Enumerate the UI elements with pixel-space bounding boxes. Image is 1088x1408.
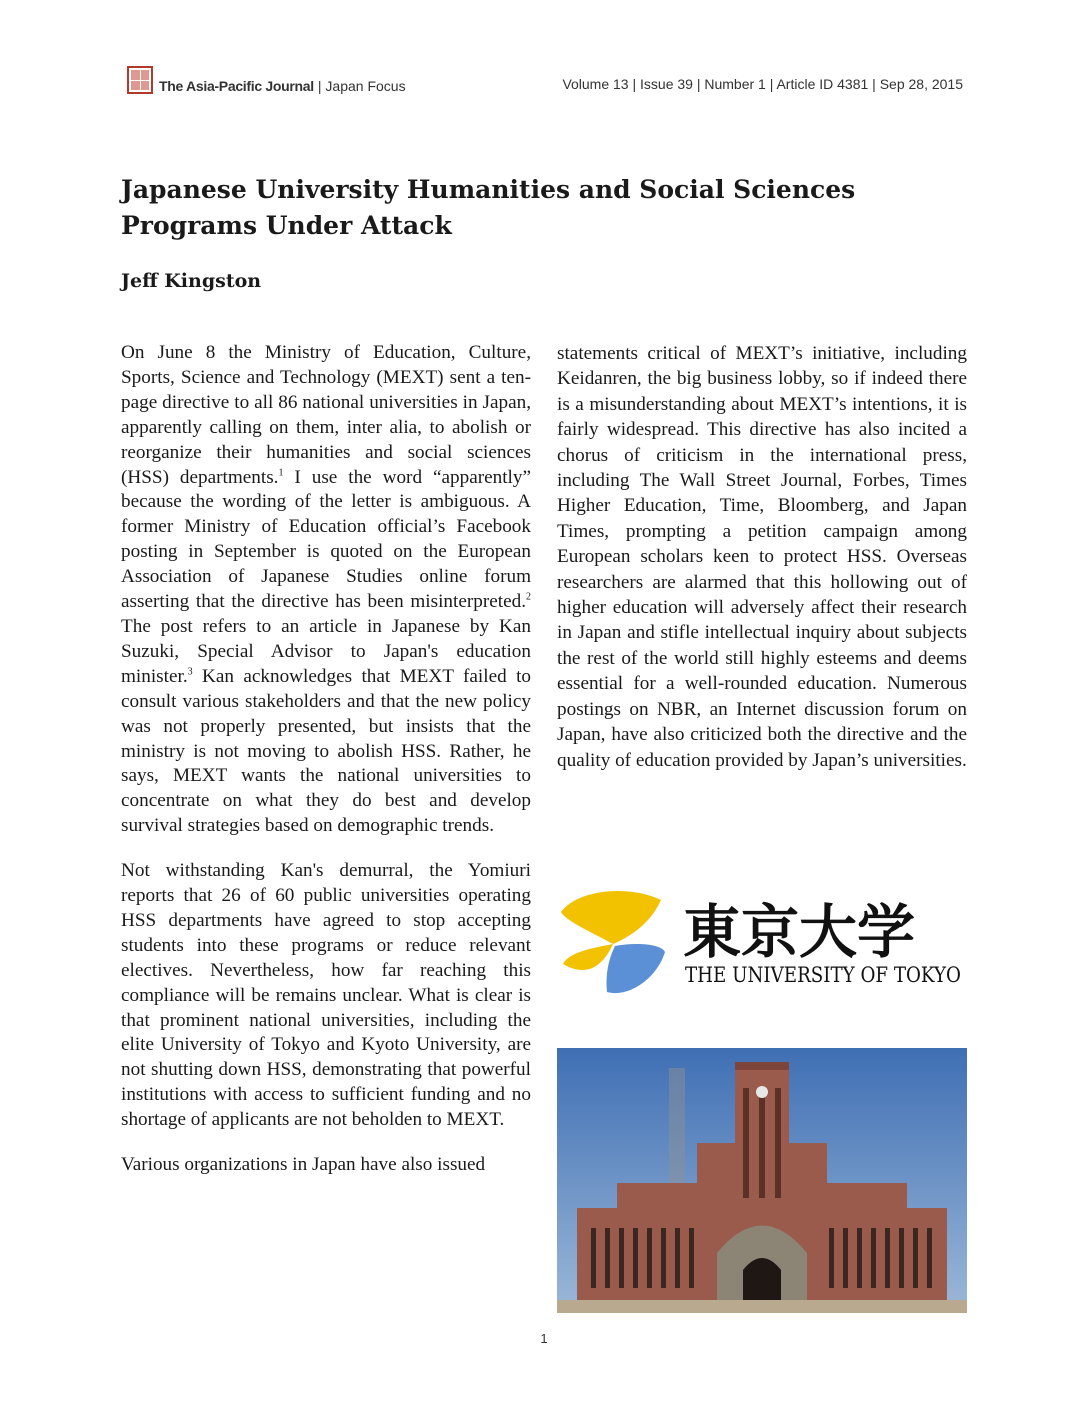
paragraph-1: On June 8 the Ministry of Education, Culture, Sports, Science and Technology (MEXT) sent a ten-page directive to all 86 national universities in Japan, apparently calling on them, inter alia, to abolish or reorganize their humanities and social sciences (HSS) departments.$^1$ I use the word “apparently” because the wording of the letter is ambiguous. A former Ministry of Education official’s Facebook posting in September is quoted on the European Association of Japanese Studies online forum asserting that the directive has been misinterpreted.$^2$ The post refers to an article in Japanese by Kan Suzuki, Special Advisor to Japan's education minister.$^3$ Kan acknowledges that MEXT failed to consult various stakeholders and that the new policy was not properly presented, but insists that the ministry is not moving to abolish HSS. Rather, he says, MEXT wants the national universities to concentrate on what they do best and develop survival strategies based on demographic trends. [121,342,531,837]
page-number: 1 [540,1331,548,1346]
footnote-ref-3[interactable]: 3 [187,666,193,678]
logo-kanji: 東京大学 [683,898,916,966]
body-column-left [121,341,531,1198]
footnote-ref-2[interactable]: 2 [526,591,531,603]
body-column-right [557,341,967,793]
university-of-tokyo-logo [557,882,967,1002]
paragraph-3-continued: statements critical of MEXT’s initiative, including Keidanren, the big business lobby, so if indeed there is a misunderstanding about MEXT’s intentions, it is fairly widespread. This directive has also incited a chorus of criticism in the international press, including The Wall Street Journal, Forbes, Times Higher Education, Time, Bloomberg, and Japan Times, prompting a petition campaign among European scholars keen to protect HSS. Overseas researchers are alarmed that this hollowing out of higher education will adversely affect their research in Japan and stifle intellectual inquiry about subjects the rest of the world still highly esteems and deems essential for a well-rounded education. Numerous postings on NBR, an Internet discussion forum on Japan, have also criticized both the directive and the quality of education provided by Japan’s universities. [557,343,967,771]
ginkgo-leaf-icon [561,891,665,993]
clock-face [756,1086,768,1098]
paragraph-2: Not withstanding Kan's demurral, the Yomiuri reports that 26 of 60 public universities operating HSS departments have agreed to stop accepting students into these programs or reduce relevant electives. Nevertheless, how far reaching this compliance will be remains unclear. What is clear is that prominent national universities, including the elite University of Tokyo and Kyoto University, are not shutting down HSS, demonstrating that powerful institutions with access to sufficient funding and no shortage of applicants are not beholden to MEXT. [121,860,531,1131]
paragraph-3: Various organizations in Japan have also issued [121,1154,486,1176]
journal-subtitle: | Japan Focus [317,78,406,94]
article-metadata: Volume 13 | Issue 39 | Number 1 | Article ID 4381 | Sep 28, 2015 [562,76,963,92]
footnote-ref-1[interactable]: 1 [278,467,284,479]
yasuda-auditorium-photo [557,1048,967,1313]
article-author: Jeff Kingston [121,270,262,292]
logo-english: THE UNIVERSITY OF TOKYO [685,963,961,987]
journal-name: The Asia-Pacific Journal [159,78,314,94]
journal-logo [127,66,406,94]
article-title: Japanese University Humanities and Social Sciences Programs Under Attack [121,175,856,240]
journal-seal-icon [127,66,153,94]
